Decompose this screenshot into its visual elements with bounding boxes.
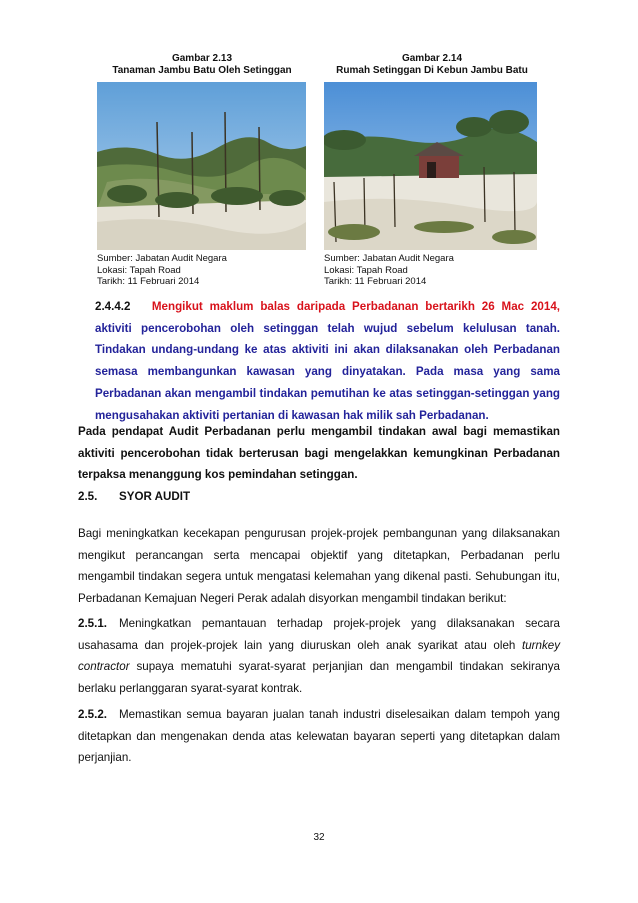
section-heading bbox=[78, 490, 190, 503]
figure-caption: Tanaman Jambu Batu Oleh Setinggan bbox=[112, 65, 292, 76]
recommendation-2-5-1 bbox=[78, 613, 560, 700]
date-line: Tarikh: 11 Februari 2014 bbox=[97, 276, 200, 287]
recommendation-text-end: supaya mematuhi syarat-syarat perjanjian dan mengambil tindakan sekiranya berlaku perlanggaran syarat-syarat kontrak. bbox=[78, 660, 560, 696]
figure-2-13-source bbox=[97, 253, 227, 288]
recommendation-number: 2.5.1. bbox=[78, 617, 108, 630]
location-line: Lokasi: Tapah Road bbox=[97, 264, 181, 276]
date-line: Tarikh: 11 Februari 2014 bbox=[324, 276, 427, 287]
intro-paragraph: Bagi meningkatkan kecekapan pengurusan projek-projek pembangunan yang dilaksanakan mengikut perancangan serta mencapai objektif yang ditetapkan, Perbadanan perlu mengambil tindakan segera untuk mengatasi kelemahan yang dikenal pasti. Sehubungan itu, Perbadanan Kemajuan Negeri Perak adalah disyorkan mengambil tindakan berikut: bbox=[78, 527, 560, 606]
response-blue-text: aktiviti pencerobohan oleh setinggan telah wujud sebelum kelulusan tanah. Tindakan undang-undang ke atas aktiviti ini akan dilaksanakan oleh Perbadanan semasa membangunkan kawasan yang dinyatakan. Pada masa yang sama Perbadanan akan mengambil tindakan pemutihan ke atas setinggan-setinggan yang mengusahakan aktiviti pertanian di kawasan hak milik sah Perbadanan. bbox=[95, 321, 560, 422]
figure-caption: Rumah Setinggan Di Kebun Jambu Batu bbox=[336, 65, 528, 76]
figure-2-14-source bbox=[324, 253, 454, 288]
recommendation-text: Memastikan semua bayaran jualan tanah industri diselesaikan dalam tempoh yang ditetapkan dan mengenakan denda atas kelewatan bayaran seperti yang ditetapkan dalam perjanjian. bbox=[78, 708, 560, 765]
response-red-text: Mengikut maklum balas daripada Perbadanan bertarikh 26 Mac 2014, bbox=[151, 300, 561, 313]
figure-number: Gambar 2.14 bbox=[401, 53, 463, 64]
photo-guava-plantation bbox=[97, 82, 306, 250]
source-line: Sumber: Jabatan Audit Negara bbox=[97, 253, 227, 264]
source-line: Sumber: Jabatan Audit Negara bbox=[324, 253, 454, 264]
figure-2-14-heading bbox=[318, 53, 546, 77]
recommendation-2-5-2 bbox=[78, 704, 560, 769]
figure-number: Gambar 2.13 bbox=[171, 53, 233, 64]
figure-2-13-heading bbox=[96, 53, 308, 77]
response-paragraph bbox=[95, 296, 560, 426]
photo-squatter-house bbox=[324, 82, 537, 250]
section-title: SYOR AUDIT bbox=[119, 490, 191, 503]
recommendation-italic: turnkey contractor bbox=[78, 638, 560, 674]
audit-opinion: Pada pendapat Audit Perbadanan perlu mengambil tindakan awal bagi memastikan aktiviti pencerobohan tidak berterusan bagi mengelakkan kemungkinan Perbadanan terpaksa menanggung kos pemindahan setinggan. bbox=[78, 425, 560, 482]
recommendation-number: 2.5.2. bbox=[78, 708, 108, 721]
section-number: 2.5. bbox=[78, 490, 98, 503]
page-number: 32 bbox=[313, 832, 325, 843]
response-number: 2.4.4.2 bbox=[95, 300, 131, 313]
location-line: Lokasi: Tapah Road bbox=[324, 264, 408, 276]
recommendation-text: Meningkatkan pemantauan terhadap projek-projek yang dilaksanakan secara usahasama dan projek-projek lain yang diuruskan oleh anak syarikat atau oleh bbox=[78, 617, 560, 652]
